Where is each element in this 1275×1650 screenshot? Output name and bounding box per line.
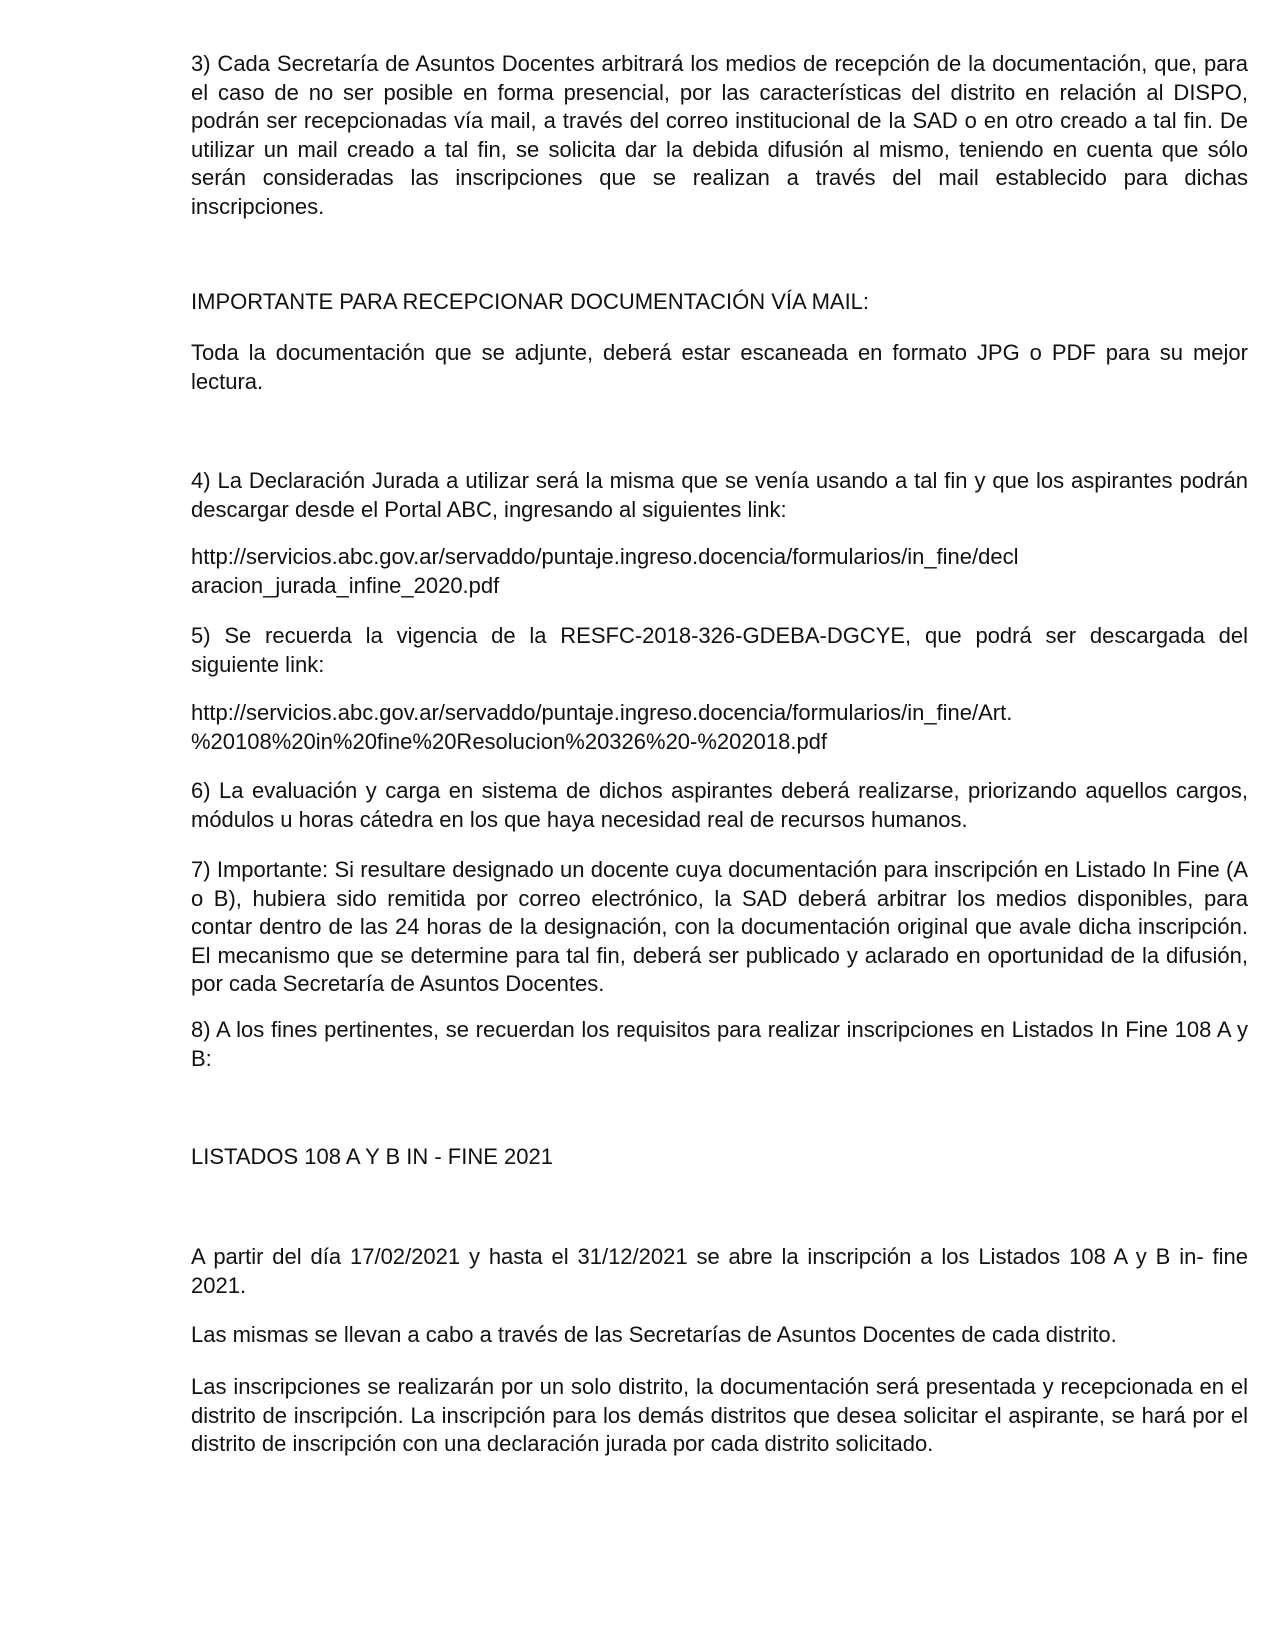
paragraph-6: 6) La evaluación y carga en sistema de dichos aspirantes deberá realizarse, priorizando aquellos cargos, módulos u horas cátedra en los que haya necesidad real de recursos humanos. <box>191 778 1248 832</box>
paragraph-3: 3) Cada Secretaría de Asuntos Docentes arbitrará los medios de recepción de la documentación, que, para el caso de no ser posible en forma presencial, por las características del distrito en relación al DISPO, podrán ser recepcionadas vía mail, a través del correo institucional de la SAD o en otro creado a tal fin. De utilizar un mail creado a tal fin, se solicita dar la debida difusión al mismo, teniendo en cuenta que sólo serán consideradas las inscripciones que se realizan a través del mail establecido para dichas inscripciones. <box>191 51 1248 219</box>
important-text: Toda la documentación que se adjunte, deberá estar escaneada en formato JPG o PDF para su mejor lectura. <box>191 340 1248 394</box>
paragraph-dates: A partir del día 17/02/2021 y hasta el 31/12/2021 se abre la inscripción a los Listados 108 A y B in- fine 2021. <box>191 1244 1248 1298</box>
paragraph-secretarias: Las mismas se llevan a cabo a través de las Secretarías de Asuntos Docentes de cada distrito. <box>191 1322 1117 1347</box>
paragraph-8: 8) A los fines pertinentes, se recuerdan los requisitos para realizar inscripciones en Listados In Fine 108 A y B: <box>191 1017 1248 1071</box>
paragraph-7: 7) Importante: Si resultare designado un docente cuya documentación para inscripción en Listado In Fine (A o B), hubiera sido remitida por correo electrónico, la SAD deberá arbitrar los medios disponibles, para contar dentro de las 24 horas de la designación, con la documentación original que avale dicha inscripción. El mecanismo que se determine para tal fin, deberá ser publicado y aclarado en oportunidad de la difusión, por cada Secretaría de Asuntos Docentes. <box>191 857 1248 996</box>
paragraph-inscripciones: Las inscripciones se realizarán por un solo distrito, la documentación será presentada y recepcionada en el distrito de inscripción. La inscripción para los demás distritos que desea solicitar el aspirante, se hará por el distrito de inscripción con una declaración jurada por cada distrito solicitado. <box>191 1374 1248 1456</box>
listados-heading: LISTADOS 108 A Y B IN - FINE 2021 <box>191 1144 553 1169</box>
paragraph-4: 4) La Declaración Jurada a utilizar será la misma que se venía usando a tal fin y que los aspirantes podrán descargar desde el Portal ABC, ingresando al siguientes link: <box>191 468 1248 522</box>
link-line-1[interactable]: http://servicios.abc.gov.ar/servaddo/puntaje.ingreso.docencia/formularios/in_fine/Art. <box>191 700 1013 725</box>
important-heading: IMPORTANTE PARA RECEPCIONAR DOCUMENTACIÓN VÍA MAIL: <box>191 289 870 314</box>
link-line-1[interactable]: http://servicios.abc.gov.ar/servaddo/puntaje.ingreso.docencia/formularios/in_fine/decl <box>191 544 1019 569</box>
paragraph-5: 5) Se recuerda la vigencia de la RESFC-2018-326-GDEBA-DGCYE, que podrá ser descargada del siguiente link: <box>191 623 1248 677</box>
link-line-2[interactable]: %20108%20in%20fine%20Resolucion%20326%20-%202018.pdf <box>191 728 828 754</box>
resolucion-link[interactable] <box>191 699 1248 756</box>
link-line-2[interactable]: aracion_jurada_infine_2020.pdf <box>191 572 500 598</box>
declaracion-jurada-link[interactable] <box>191 543 1248 600</box>
